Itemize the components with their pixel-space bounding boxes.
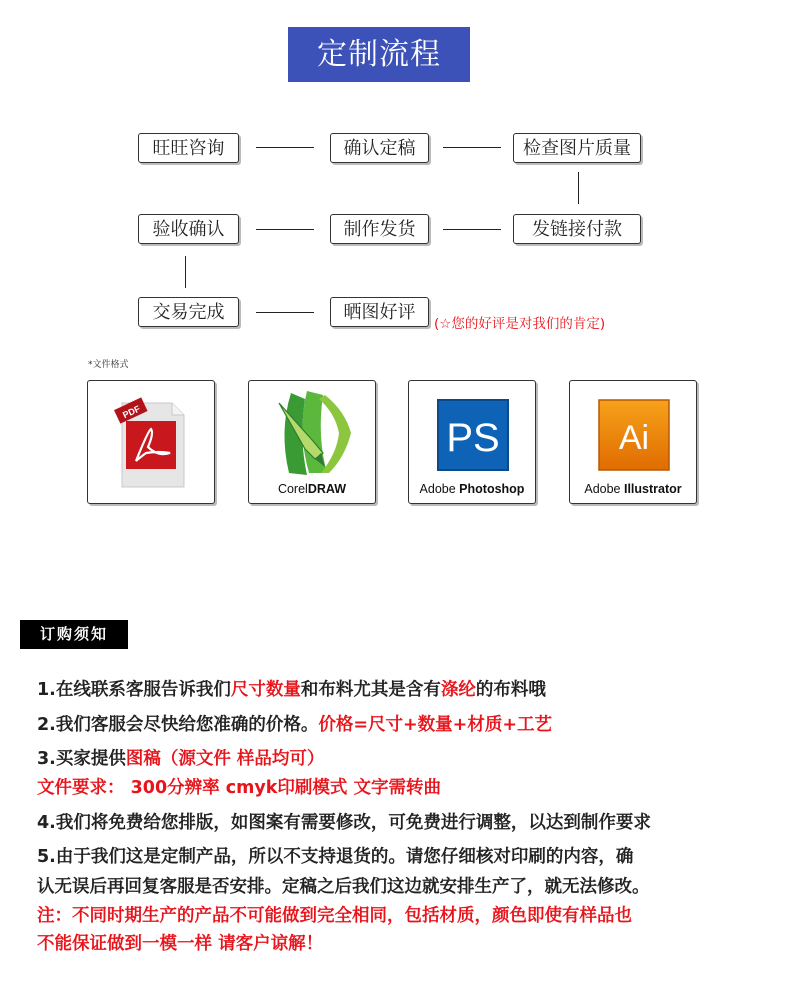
illustrator-caption: Adobe Illustrator: [584, 482, 682, 496]
disclaimer-line1: 注：不同时期生产的产品不可能做到完全相同，包括材质，颜色即使有样品也: [37, 906, 632, 926]
connector: [256, 147, 314, 148]
notice-item-3: 3.买家提供图稿（源文件 样品均可）: [37, 749, 325, 769]
format-card-coreldraw: [248, 380, 376, 504]
file-format-label: *文件格式: [88, 360, 129, 370]
notice-item-2: 2.我们客服会尽快给您准确的价格。价格=尺寸+数量+材质+工艺: [37, 715, 552, 735]
pdf-icon: [88, 381, 214, 503]
ai-badge: Ai: [618, 419, 650, 457]
step-check-image-quality: 检查图片质量: [513, 133, 641, 163]
review-note: (☆您的好评是对我们的肯定): [434, 316, 606, 332]
step-send-payment-link: 发链接付款: [513, 214, 641, 244]
file-requirement: 文件要求： 300分辨率 cmyk印刷模式 文字需转曲: [37, 778, 441, 798]
format-card-photoshop: [408, 380, 536, 504]
connector: [443, 229, 501, 230]
connector: [578, 172, 579, 204]
photoshop-caption: Adobe Photoshop: [419, 482, 525, 496]
step-deal-complete: 交易完成: [138, 297, 239, 327]
notice-item-4: 4.我们将免费给您排版，如图案有需要修改，可免费进行调整，以达到制作要求: [37, 813, 651, 833]
connector: [185, 256, 186, 288]
coreldraw-caption: CorelDRAW: [277, 482, 347, 496]
step-photo-review: 晒图好评: [330, 297, 429, 327]
disclaimer-line2: 不能保证做到一模一样 请客户谅解！: [37, 934, 324, 954]
step-inspect-accept: 验收确认: [138, 214, 239, 244]
step-wangwang-consult: 旺旺咨询: [138, 133, 239, 163]
connector: [256, 312, 314, 313]
format-card-illustrator: [569, 380, 697, 504]
format-card-pdf: [87, 380, 215, 504]
step-produce-ship: 制作发货: [330, 214, 429, 244]
connector: [256, 229, 314, 230]
page-title: 定制流程: [288, 27, 470, 82]
notice-item-5-line1: 5.由于我们这是定制产品，所以不支持退货的。请您仔细核对印刷的内容，确: [37, 847, 634, 867]
order-notice-heading: 订购须知: [20, 620, 128, 649]
pdf-badge: PDF: [121, 403, 142, 421]
connector: [443, 147, 501, 148]
ps-badge: PS: [446, 416, 500, 460]
step-confirm-draft: 确认定稿: [330, 133, 429, 163]
notice-item-5-line2: 认无误后再回复客服是否安排。定稿之后我们这边就安排生产了，就无法修改。: [37, 877, 650, 897]
notice-item-1: 1.在线联系客服告诉我们尺寸数量和布料尤其是含有涤纶的布料哦: [37, 680, 546, 700]
